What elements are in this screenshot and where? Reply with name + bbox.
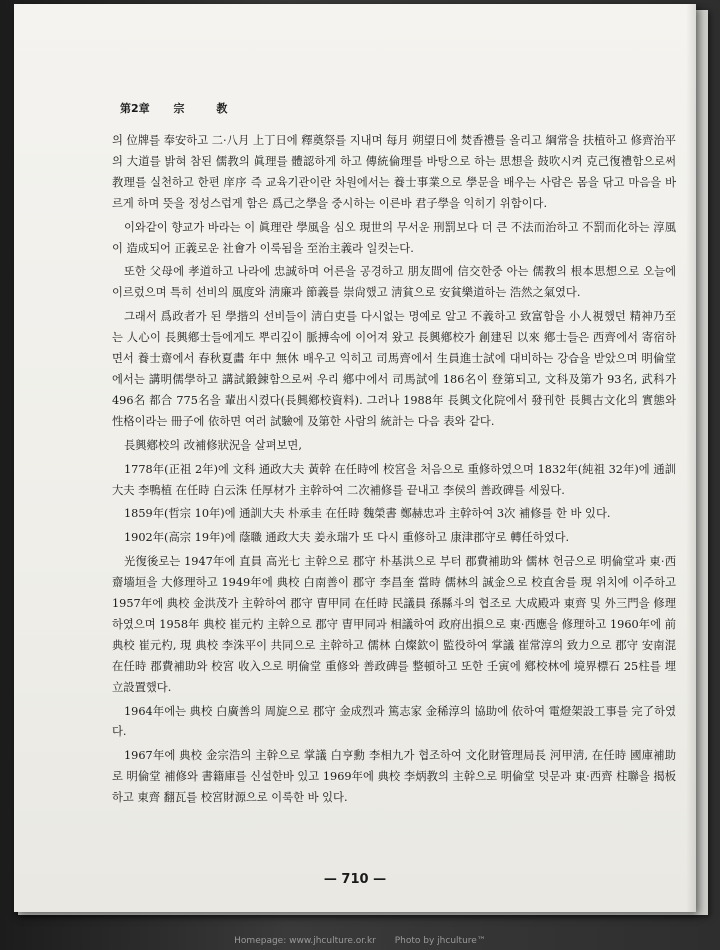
paragraph: 의 位牌를 奉安하고 二·八月 上丁日에 釋奠祭를 지내며 每月 朔望日에 焚香禮를 올리고 綱常을 扶植하고 修齊治平의 大道를 밝혀 참된 儒教의 眞理를 體認하게 하고 傳統倫理를 바탕으로 하는 思想을 鼓吹시켜 克己復禮함으로써 教理를 실천하고 한편 庠序 즉 교육기관이란 차원에서는 養士事業으로 學문을 배우는 사람은 몸을 닦고 마음을 바르게 하며 뜻을 정성스럽게 함은 爲己之學을 중시하는 이른바 君子學을 익히기 위함이다. (112, 134, 676, 210)
paragraph: 그래서 爲政者가 된 學揩의 선비들이 淸白吏를 다시없는 명예로 알고 不義하고 致富함을 小人視했던 精神乃至는 人心이 長興鄕士들에게도 뿌리깊이 脈搏속에 이어져 왔고 長興鄕校가 創建된 以來 鄕士들은 西齊에서 寄宿하면서 養士齋에서 春秋夏畵 年中 無休 배우고 익히고 司馬齊에서 生員進士試에 대비하는 강습을 받았으며 明倫堂에서는 講明儒學하고 講試鍛錬함으로써 우리 鄕中에서 司馬試에 186名이 登第되고, 文科及第가 93名, 武科가 496名 都合 775名을 輩出시켰다(長興鄕校資料). 그러나 1988年 長興文化院에서 發刊한 長興古文化의 實態와 性格이라는 冊子에 依하면 여러 試驗에 及第한 사람의 統計는 다음 表와 같다. (112, 310, 676, 428)
page-number: — 710 — (323, 872, 387, 887)
homepage-credit: Homepage: www.jhculture.or.kr (234, 936, 376, 946)
paragraph: 1902年(高宗 19年)에 蔭職 通政大夫 姜永瑞가 또 다시 重修하고 康津郡守로 轉任하였다. (124, 531, 570, 545)
body-text (112, 131, 676, 812)
paragraph: 長興鄕校의 改補修狀況을 살펴보면, (124, 438, 302, 452)
paragraph: 1859年(哲宗 10年)에 通訓大夫 朴承圭 在任時 魏榮書 鄭赫忠과 主幹하여 3次 補修를 한 바 있다. (124, 507, 611, 521)
paragraph: 1778年(正祖 2年)에 文科 通政大夫 黃幹 在任時에 校宮을 처음으로 重修하였으며 1832年(純祖 32年)에 通訓大夫 李鴨植 在任時 白云洙 任厚材가 主幹하여 二次補修를 끝내고 李侯의 善政碑를 세웠다. (112, 462, 676, 497)
paragraph: 1964年에는 典校 白廣善의 周旋으로 郡守 金成烈과 篤志家 金稀淳의 協助에 依하여 電燈架設工事를 完了하였다. (112, 704, 676, 739)
book-page (14, 4, 696, 912)
running-header (120, 100, 241, 116)
photo-footer (0, 932, 720, 950)
photo-credit: Photo by jhculture™ (394, 936, 486, 946)
chapter-title: 宗 教 (173, 102, 242, 115)
paragraph: 또한 父母에 孝道하고 나라에 忠誠하며 어른을 공경하고 朋友間에 信交한중 아는 儒教의 根本思想으로 오늘에 이르렀으며 특히 선비의 風度와 淸廉과 節義를 崇尙했고 淸貧으로 安貧樂道하는 浩然之氣였다. (112, 265, 676, 300)
chapter-number: 第2章 (120, 102, 150, 115)
paragraph: 이와같이 향교가 바라는 이 眞理란 學風을 심오 現世의 무서운 刑罰보다 더 큰 不法而治하고 不罰而化하는 淳風이 造成되어 正義로운 社會가 이룩됨을 至治主義라 일컷는다. (112, 220, 676, 255)
page-edge-shadow (686, 4, 696, 912)
paragraph: 光復後로는 1947年에 直員 高光七 主幹으로 郡守 朴基洪으로 부터 郡費補助와 儒林 헌금으로 明倫堂과 東·西齋墻垣을 大修理하고 1949年에 典校 白南善이 郡守 李昌奎 當時 儒林의 誠金으로 校直舍를 現 위치에 이주하고 1957年에 典校 金洪茂가 主幹하여 郡守 曺甲同 在任時 民議員 孫縣斗의 협조로 大成殿과 東齊 및 外三門을 修理하였으며 1958年 典校 崔元杓 主幹으로 郡守 曺甲同과 相議하여 政府出損으로 東·西應을 修理하고 1960年에 前 典校 崔元杓, 現 典校 李洙平이 共同으로 主幹하고 儒林 白燦欽이 監役하여 掌議 崔常淳의 致力으로 郡守 安南混 在任時 郡費補助와 校宮 收入으로 明倫堂 重修와 善政碑를 整頓하고 또한 壬寅에 鄕校林에 境界標石 25柱를 埋立設置했다. (112, 555, 676, 694)
paragraph: 1967年에 典校 金宗浩의 主幹으로 掌議 白亨勳 李相九가 협조하여 文化財管理局長 河甲淸, 在任時 國庫補助로 明倫堂 補修와 書籍庫를 신설한바 있고 1969年에 典校 李炳教의 主幹으로 明倫堂 덧문과 東·西齊 柱聯을 揭板하고 東齊 翻瓦를 校宮財源으로 이룩한 바 있다. (112, 749, 676, 805)
